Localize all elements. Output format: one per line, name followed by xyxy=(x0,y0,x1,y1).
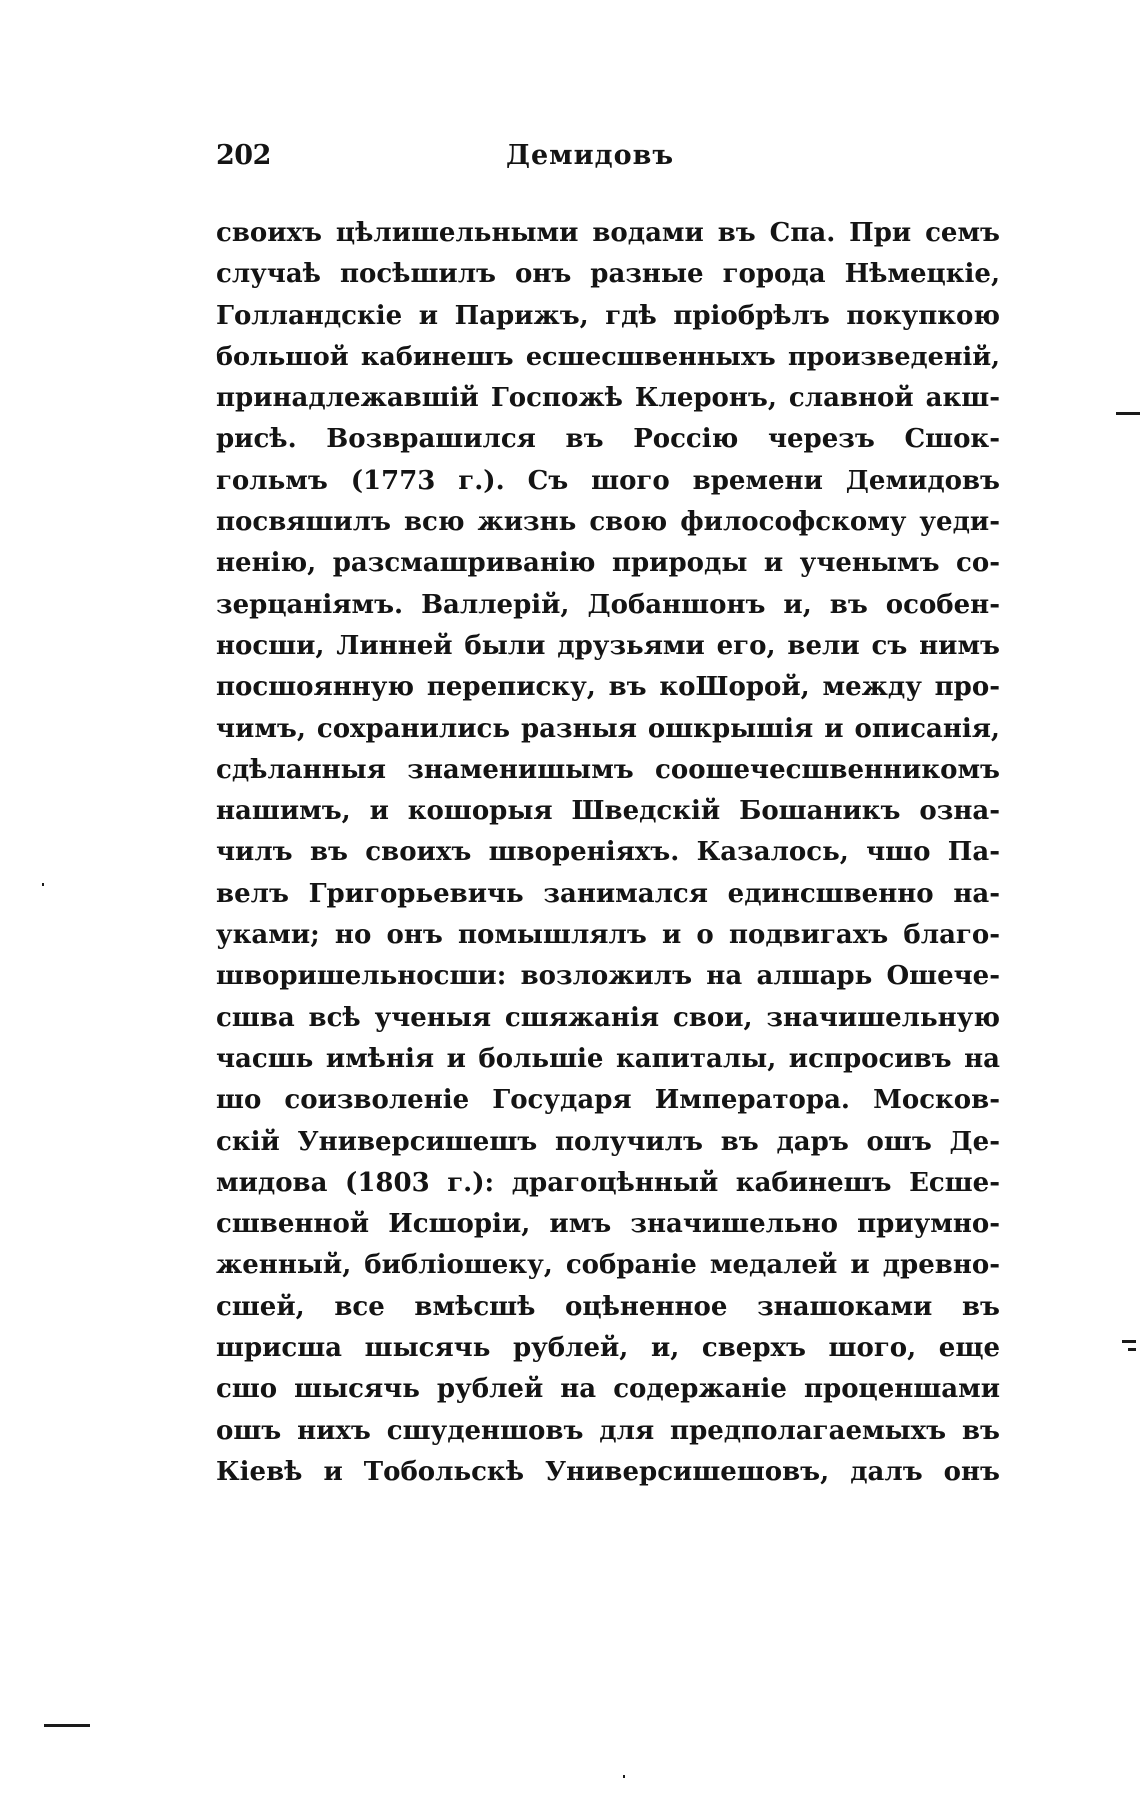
text-line: большой кабинешъ есшесшвенныхъ произведеній, xyxy=(216,341,1000,372)
margin-mark xyxy=(623,1775,625,1778)
margin-mark xyxy=(1122,1340,1136,1343)
text-line: посшоянную переписку, въ коШорой, между про- xyxy=(216,672,1000,703)
text-line: велъ Григорьевичь занимался единсшвенно на- xyxy=(216,878,1000,909)
page-header xyxy=(216,140,996,180)
margin-mark xyxy=(1116,412,1140,415)
text-line: шо соизволеніе Государя Императора. Москов- xyxy=(216,1085,1000,1116)
text-line: сшей, все вмѣсшѣ оцѣненное знашоками въ xyxy=(216,1291,1000,1322)
page-number: 202 xyxy=(216,140,271,171)
text-line: чилъ въ своихъ шворенiяхъ. Казалось, чшо Па- xyxy=(216,837,1000,868)
text-line: женный, библіошеку, собраніе медалей и древно- xyxy=(216,1250,1000,1281)
text-line: часшь имѣнія и большіе капиталы, испросивъ на xyxy=(216,1043,1000,1074)
text-line: посвяшилъ всю жизнь свою философскому уеди- xyxy=(216,507,1000,538)
text-line: чимъ, сохранились разныя ошкрышія и описанія, xyxy=(216,713,1000,744)
text-line: Голландскіе и Парижъ, гдѣ пріобрѣлъ покупкою xyxy=(216,300,1000,331)
text-line: ошъ нихъ сшуденшовъ для предполагаемыхъ въ xyxy=(216,1415,1000,1446)
running-head: Демидовъ xyxy=(506,140,675,171)
text-line: Кіевѣ и Тобольскѣ Универсишешовъ, далъ онъ xyxy=(216,1456,1000,1487)
text-line: зерцаніямъ. Валлерій, Добаншонъ и, въ особен- xyxy=(216,589,1000,620)
text-line: шрисша шысячь рублей, и, сверхъ шого, еще xyxy=(216,1333,1000,1364)
text-line: рисѣ. Возврашился въ Россію черезъ Сшок- xyxy=(216,424,1000,455)
text-line: сшва всѣ ученыя сшяжанія свои, значишельную xyxy=(216,1002,1000,1033)
text-line: шворишельносши: возложилъ на алшарь Ошече- xyxy=(216,961,1000,992)
text-line: мидова (1803 г.): драгоцѣнный кабинешъ Есше- xyxy=(216,1167,1000,1198)
text-line: сшвенной Исшоріи, имъ значишельно приумно- xyxy=(216,1209,1000,1240)
text-line: принадлежавшій Госпожѣ Клеронъ, славной акш- xyxy=(216,383,1000,414)
text-line: нашимъ, и кошорыя Шведскій Бошаникъ озна- xyxy=(216,796,1000,827)
text-line: уками; но онъ помышлялъ и о подвигахъ благо- xyxy=(216,920,1000,951)
text-line: своихъ цѣлишельными водами въ Спа. При семъ xyxy=(216,218,1000,248)
text-line: гольмъ (1773 г.). Съ шого времени Демидовъ xyxy=(216,465,1000,496)
margin-mark xyxy=(42,883,44,886)
text-line: сшо шысячь рублей на содержаніе проценшами xyxy=(216,1374,1000,1405)
text-line: случаѣ посѣшилъ онъ разные города Нѣмецкіе, xyxy=(216,259,1000,290)
margin-rule xyxy=(44,1724,90,1727)
text-line: сдѣланныя знаменишымъ соошечесшвенникомъ xyxy=(216,754,1000,785)
text-line: скій Универсишешъ получилъ въ даръ ошъ Де- xyxy=(216,1126,1000,1157)
text-line: ненію, разсмашриванію природы и ученымъ со- xyxy=(216,548,1000,579)
body-text xyxy=(216,213,1000,1493)
margin-mark xyxy=(1128,1348,1136,1351)
text-line: носши, Линней были друзьями его, вели съ нимъ xyxy=(216,630,1000,661)
